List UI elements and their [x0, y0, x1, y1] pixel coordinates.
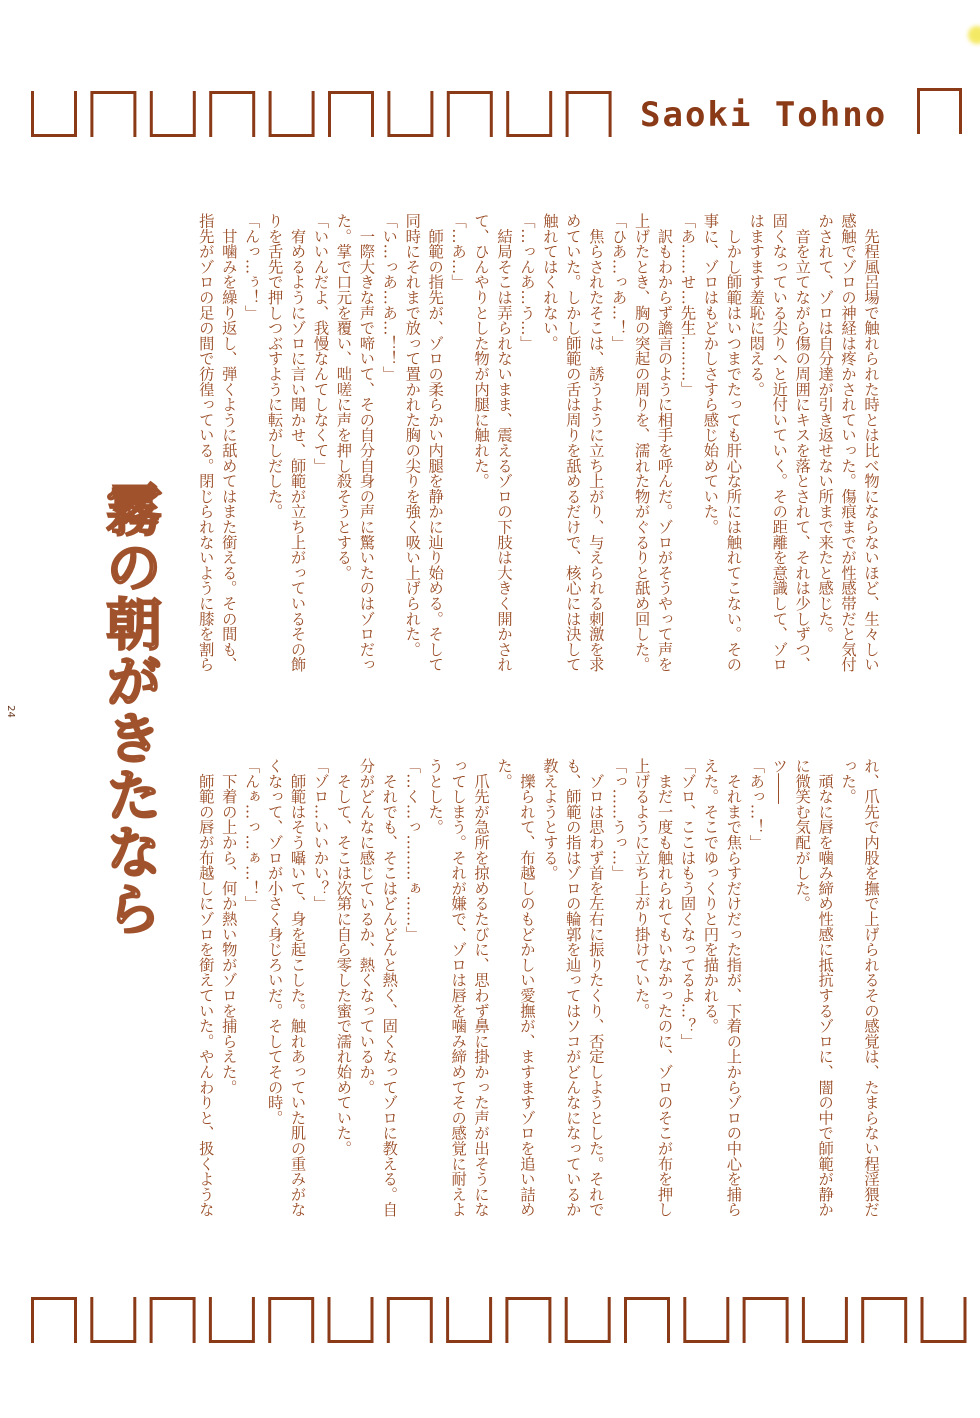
bottom-meander-border — [33, 1299, 966, 1342]
text-column: 「あ……せ…先生………」 — [678, 213, 697, 397]
text-column: はますます羞恥に悶える。 — [747, 213, 766, 397]
text-column: それでも、そこはどんどんと熱く、固くなってゾロに教える。自 — [380, 758, 399, 1217]
text-column: 教えようとする。 — [540, 758, 559, 881]
text-column: めていた。しかし師範の舌は周りを舐めるだけで、核心には決して — [563, 213, 582, 672]
text-column: そして、そこは次第に自ら零した蜜で濡れ始めていた。 — [334, 758, 353, 1156]
text-column: 上げたとき、胸の突起の周りを、濡れた物がぐるりと舐め回した。 — [632, 213, 651, 672]
text-column: 「ゾロ…いいかい？」 — [311, 758, 330, 911]
text-column: えた。そこでゆっくりと円を描かれる。 — [701, 758, 720, 1034]
text-column: った。 — [839, 758, 858, 804]
scan-mark — [968, 26, 980, 44]
text-column: 「んぁ…っ…ぁ…！」 — [242, 758, 261, 911]
upper-text-block — [194, 213, 882, 673]
text-column: も、師範の指はゾロの輪郭を辿ってはソコがどんなになっているか — [563, 758, 582, 1217]
text-column: 先程風呂場で触れられた時とは比べ物にならないほど、生々しい — [862, 213, 880, 672]
text-column: 焦らされたそこは、誘うように立ち上がり、与えられる刺激を求 — [586, 213, 605, 672]
text-column: まだ一度も触れられてもいなかったのに、ゾロのそこが布を押し — [655, 758, 674, 1217]
text-column: 「んっ…ぅ！」 — [242, 213, 261, 321]
text-column: 感触でゾロの神経は疼かされていった。傷痕までが性感帯だと気付 — [839, 213, 858, 672]
text-column: 甘噛みを繰り返し、弾くように舐めてはまた銜える。その間も、 — [219, 213, 238, 672]
text-column: 上げるように立ち上がり掛けていた。 — [632, 758, 651, 1019]
text-column: 爪先が急所を掠めるたびに、思わず鼻に掛かった声が出そうにな — [472, 758, 491, 1217]
text-column: 師範の指先が、ゾロの柔らかい内腿を静かに辿り始める。そして — [426, 213, 445, 672]
text-column: 訳もわからず譫言のように相手を呼んだ。ゾロがそうやって声を — [655, 213, 674, 672]
text-column: 一際大きな声で啼いて、その自分自身の声に驚いたのはゾロだっ — [357, 213, 376, 672]
text-column: 「い…っあ…あ…！！」 — [380, 213, 399, 382]
text-column: 頑なに唇を噛み締め性感に抵抗するゾロに、闇の中で師範が静か — [816, 758, 835, 1217]
text-column: れ、爪先で内股を撫で上げられるその感覚は、たまらない程淫猥だ — [862, 758, 880, 1217]
lower-text-block — [194, 758, 882, 1218]
text-column: 分がどんなに感じているか、熱くなっているか。 — [357, 758, 376, 1095]
text-column: しかし師範はいつまでたっても肝心な所には触れてこない。その — [724, 213, 743, 672]
text-column: 音を立てながら傷の周囲にキスを落とされて、それは少しずつ、 — [793, 213, 812, 672]
text-column: 師範の唇が布越しにゾロを銜えていた。やんわりと、扱くような — [196, 758, 215, 1217]
text-column: 固くなっている尖りへと近付いていく。その距離を意識して、ゾロ — [770, 213, 789, 672]
top-right-meander-end — [919, 90, 961, 133]
text-column: 「…あ…」 — [449, 213, 468, 290]
text-column: ゾロは思わず首を左右に振りたくり、否定しようとした。それで — [586, 758, 605, 1217]
text-column: 下着の上から、何か熱い物がゾロを捕らえた。 — [219, 758, 238, 1095]
text-column: かされて、ゾロは自分達が引き返せない所まで来たと感じた。 — [816, 213, 835, 642]
story-title: 霧の朝がきたなら — [97, 481, 162, 937]
text-column: 「あっ…！」 — [747, 758, 766, 850]
text-column: 同時にそれまで放って置かれた胸の尖りを強く吸い上げられた。 — [403, 213, 422, 657]
text-column: ってしまう。それが嫌で、ゾロは唇を噛み締めてその感覚に耐えよ — [449, 758, 468, 1217]
text-column: た。 — [495, 758, 513, 789]
text-column: 指先がゾロの足の間で彷徨っている。閉じられないように膝を割ら — [196, 213, 215, 672]
text-column: くなって、ゾロが小さく身じろいだ。そしてその時。 — [265, 758, 284, 1126]
top-meander-border — [33, 93, 611, 136]
text-column: りを舌先で押しつぶすように転がしだした。 — [265, 213, 284, 519]
text-column: 「いいんだよ、我慢なんてしなくて」 — [311, 213, 330, 474]
text-column: それまで焦らすだけだった指が、下着の上からゾロの中心を捕ら — [724, 758, 743, 1217]
text-column: 「…く…っ………ぁ……」 — [403, 758, 422, 942]
text-column: 事に、ゾロはもどかしさすら感じ始めていた。 — [701, 213, 720, 535]
text-column: 触れてはくれない。 — [540, 213, 559, 351]
text-column: 「っ……うっ…」 — [609, 758, 628, 881]
text-column: た。掌で口元を覆い、咄嗟に声を押し殺そうとする。 — [334, 213, 353, 581]
text-column: て、ひんやりとした物が内腿に触れた。 — [472, 213, 491, 489]
text-column: に微笑む気配がした。 — [793, 758, 812, 911]
text-column: ツ―― — [770, 758, 789, 804]
text-column: 結局そこは弄られないまま、震えるゾロの下肢は大きく開かされ — [495, 213, 513, 672]
text-column: 師範はそう囁いて、身を起こした。触れあっていた肌の重みがな — [288, 758, 307, 1217]
text-column: 宥めるようにゾロに言い聞かせ、師範が立ち上がっているその飾 — [288, 213, 307, 672]
page-number: 24 — [4, 705, 16, 718]
text-column: 「ひあ…っあ…！」 — [609, 213, 628, 351]
author-name: Saoki Tohno — [640, 95, 888, 135]
text-column: 「ゾロ、ここはもう固くなってるよ…？」 — [678, 758, 697, 1049]
text-column: 擽られて、布越しのもどかしい愛撫が、ますますゾロを追い詰め — [517, 758, 536, 1217]
text-column: 「…っんあ…う…」 — [517, 213, 536, 351]
text-column: うとした。 — [426, 758, 445, 835]
